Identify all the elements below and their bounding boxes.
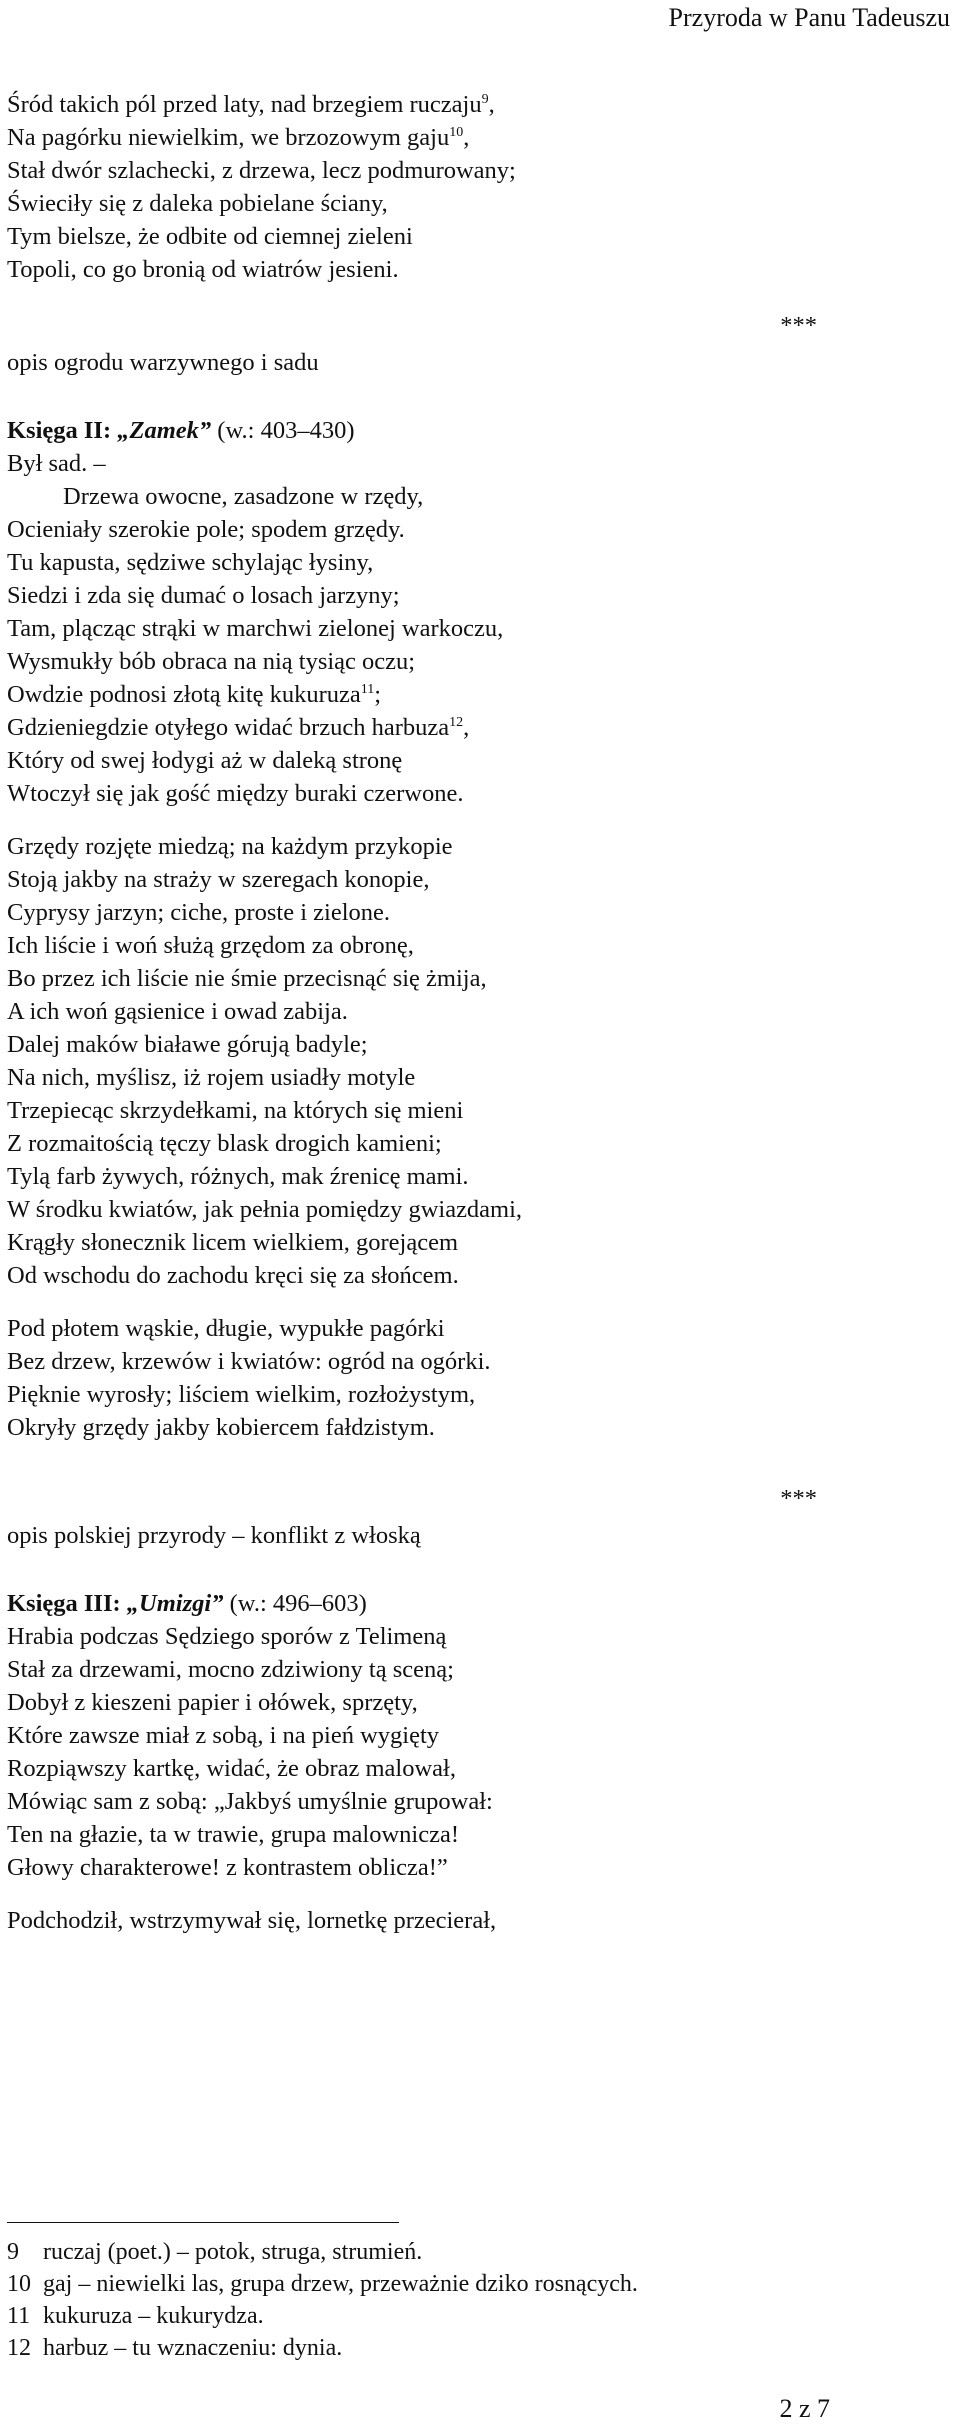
verse-line: Wtoczył się jak gość między buraki czerwone. <box>7 780 464 807</box>
verse-line: Owdzie podnosi złotą kitę kukuruza$^{11}$; <box>7 681 382 708</box>
verse-line: Grzędy rozjęte miedzą; na każdym przykopie <box>7 833 453 860</box>
verse-line: Krągły słonecznik licem wielkiem, gorejącem <box>7 1229 459 1256</box>
verse-line: Trzepiecąc skrzydełkami, na których się mieni <box>7 1097 464 1124</box>
verse-line: Bo przez ich liście nie śmie przecisnąć się żmija, <box>7 965 487 992</box>
footnote-number: 10 <box>7 2271 31 2297</box>
verse-line: Siedzi i zda się dumać o losach jarzyny; <box>7 582 400 609</box>
verse-line: Tym bielsze, że odbite od ciemnej zieleni <box>7 223 413 250</box>
footnote <box>7 2332 947 2364</box>
verse-line: Topoli, co go bronią od wiatrów jesieni. <box>7 256 399 283</box>
section-topic: opis polskiej przyrody – konflikt z włoską <box>7 1522 421 1549</box>
verse-line: Drzewa owocne, zasadzone w rzędy, <box>63 483 424 510</box>
verse-line: Hrabia podczas Sędziego sporów z Telimeną <box>7 1623 447 1650</box>
verse-line: Cyprysy jarzyn; ciche, proste i zielone. <box>7 899 391 926</box>
verse-line: Okryły grzędy jakby kobiercem fałdzistym. <box>7 1414 435 1441</box>
footnote-number: 11 <box>7 2303 31 2329</box>
book-heading <box>7 414 947 447</box>
verse-line: Bez drzew, krzewów i kwiatów: ogród na ogórki. <box>7 1348 491 1375</box>
page-number: 2 z 7 <box>779 2394 830 2423</box>
footnote-text: harbuz – tu wznaczeniu: dynia. <box>43 2335 343 2361</box>
verse-line: Był sad. – <box>7 450 106 477</box>
book-label: Księga II: <box>7 417 112 444</box>
footnote-text: ruczaj (poet.) – potok, struga, strumień. <box>43 2239 423 2265</box>
stanza-cucumbers <box>7 1312 947 1444</box>
footnote <box>7 2300 947 2332</box>
verse-line: Ten na głazie, ta w trawie, grupa malownicza! <box>7 1821 460 1848</box>
footnote-text: gaj – niewielki las, grupa drzew, przeważnie dziko rosnących. <box>43 2271 638 2297</box>
footnote <box>7 2268 947 2300</box>
stanza-hemp <box>7 830 947 1292</box>
verse-line: Od wschodu do zachodu kręci się za słońcem. <box>7 1262 459 1289</box>
verse-line: Na nich, myślisz, iż rojem usiadły motyle <box>7 1064 416 1091</box>
book-title: „Umizgi” <box>126 1590 224 1617</box>
verse-line: Rozpiąwszy kartkę, widać, że obraz malował, <box>7 1755 456 1782</box>
verse-line: Pod płotem wąskie, długie, wypukłe pagórki <box>7 1315 445 1342</box>
verse-line: Gdzieniegdzie otyłego widać brzuch harbuza$^{12}$, <box>7 714 470 741</box>
verse-line: Na pagórku niewielkim, we brzozowym gaju$^{10}$, <box>7 124 470 151</box>
verse-line: Śród takich pól przed laty, nad brzegiem ruczaju$^9$, <box>7 91 495 118</box>
verse-line: Wysmukły bób obraca na nią tysiąc oczu; <box>7 648 416 675</box>
footnote <box>7 2236 947 2268</box>
poem-content <box>7 88 947 1937</box>
verse-line: Stał dwór szlachecki, z drzewa, lecz podmurowany; <box>7 157 516 184</box>
verse-line: Tylą farb żywych, różnych, mak źrenicę mami. <box>7 1163 469 1190</box>
verse-line: Który od swej łodygi aż w daleką stronę <box>7 747 403 774</box>
book-title: „Zamek” <box>117 417 212 444</box>
book-label: Księga III: <box>7 1590 121 1617</box>
verse-line: Z rozmaitością tęczy blask drogich kamieni; <box>7 1130 442 1157</box>
section-divider: *** <box>780 1485 817 1512</box>
book-verses: (w.: 496–603) <box>223 1590 367 1617</box>
footnote-number: 9 <box>7 2239 19 2265</box>
book-verses: (w.: 403–430) <box>211 417 355 444</box>
verse-line: Głowy charakterowe! z kontrastem oblicza!” <box>7 1854 448 1881</box>
verse-line: W środku kwiatów, jak pełnia pomiędzy gwiazdami, <box>7 1196 523 1223</box>
verse-line: A ich woń gąsienice i owad zabija. <box>7 998 348 1025</box>
verse-line: Świeciły się z daleka pobielane ściany, <box>7 190 388 217</box>
verse-line: Dobył z kieszeni papier i ołówek, sprzęty, <box>7 1689 418 1716</box>
verse-line: Pięknie wyrosły; liściem wielkim, rozłożystym, <box>7 1381 476 1408</box>
footnote-number: 12 <box>7 2335 31 2361</box>
verse-line: Ocieniały szerokie pole; spodem grzędy. <box>7 516 405 543</box>
section-topic: opis ogrodu warzywnego i sadu <box>7 349 319 376</box>
verse-line: Dalej maków białawe górują badyle; <box>7 1031 368 1058</box>
footnote-separator <box>7 2222 399 2223</box>
book-heading <box>7 1587 947 1620</box>
footnotes <box>7 2236 947 2364</box>
verse-line: Podchodził, wstrzymywał się, lornetkę przecierał, <box>7 1907 497 1934</box>
verse-line: Mówiąc sam z sobą: „Jakbyś umyślnie grupował: <box>7 1788 493 1815</box>
stanza-manor <box>7 88 947 286</box>
verse-line: Które zawsze miał z sobą, i na pień wygięty <box>7 1722 440 1749</box>
verse-line: Tu kapusta, sędziwe schylając łysiny, <box>7 549 374 576</box>
verse-line: Ich liście i woń służą grzędom za obronę, <box>7 932 414 959</box>
verse-line: Tam, plącząc strąki w marchwi zielonej warkoczu, <box>7 615 504 642</box>
running-header: Przyroda w Panu Tadeuszu <box>668 3 950 32</box>
verse-line: Stoją jakby na straży w szeregach konopie, <box>7 866 430 893</box>
verse-line: Stał za drzewami, mocno zdziwiony tą sceną; <box>7 1656 454 1683</box>
footnote-text: kukuruza – kukurydza. <box>43 2303 264 2329</box>
section-divider: *** <box>780 312 817 339</box>
